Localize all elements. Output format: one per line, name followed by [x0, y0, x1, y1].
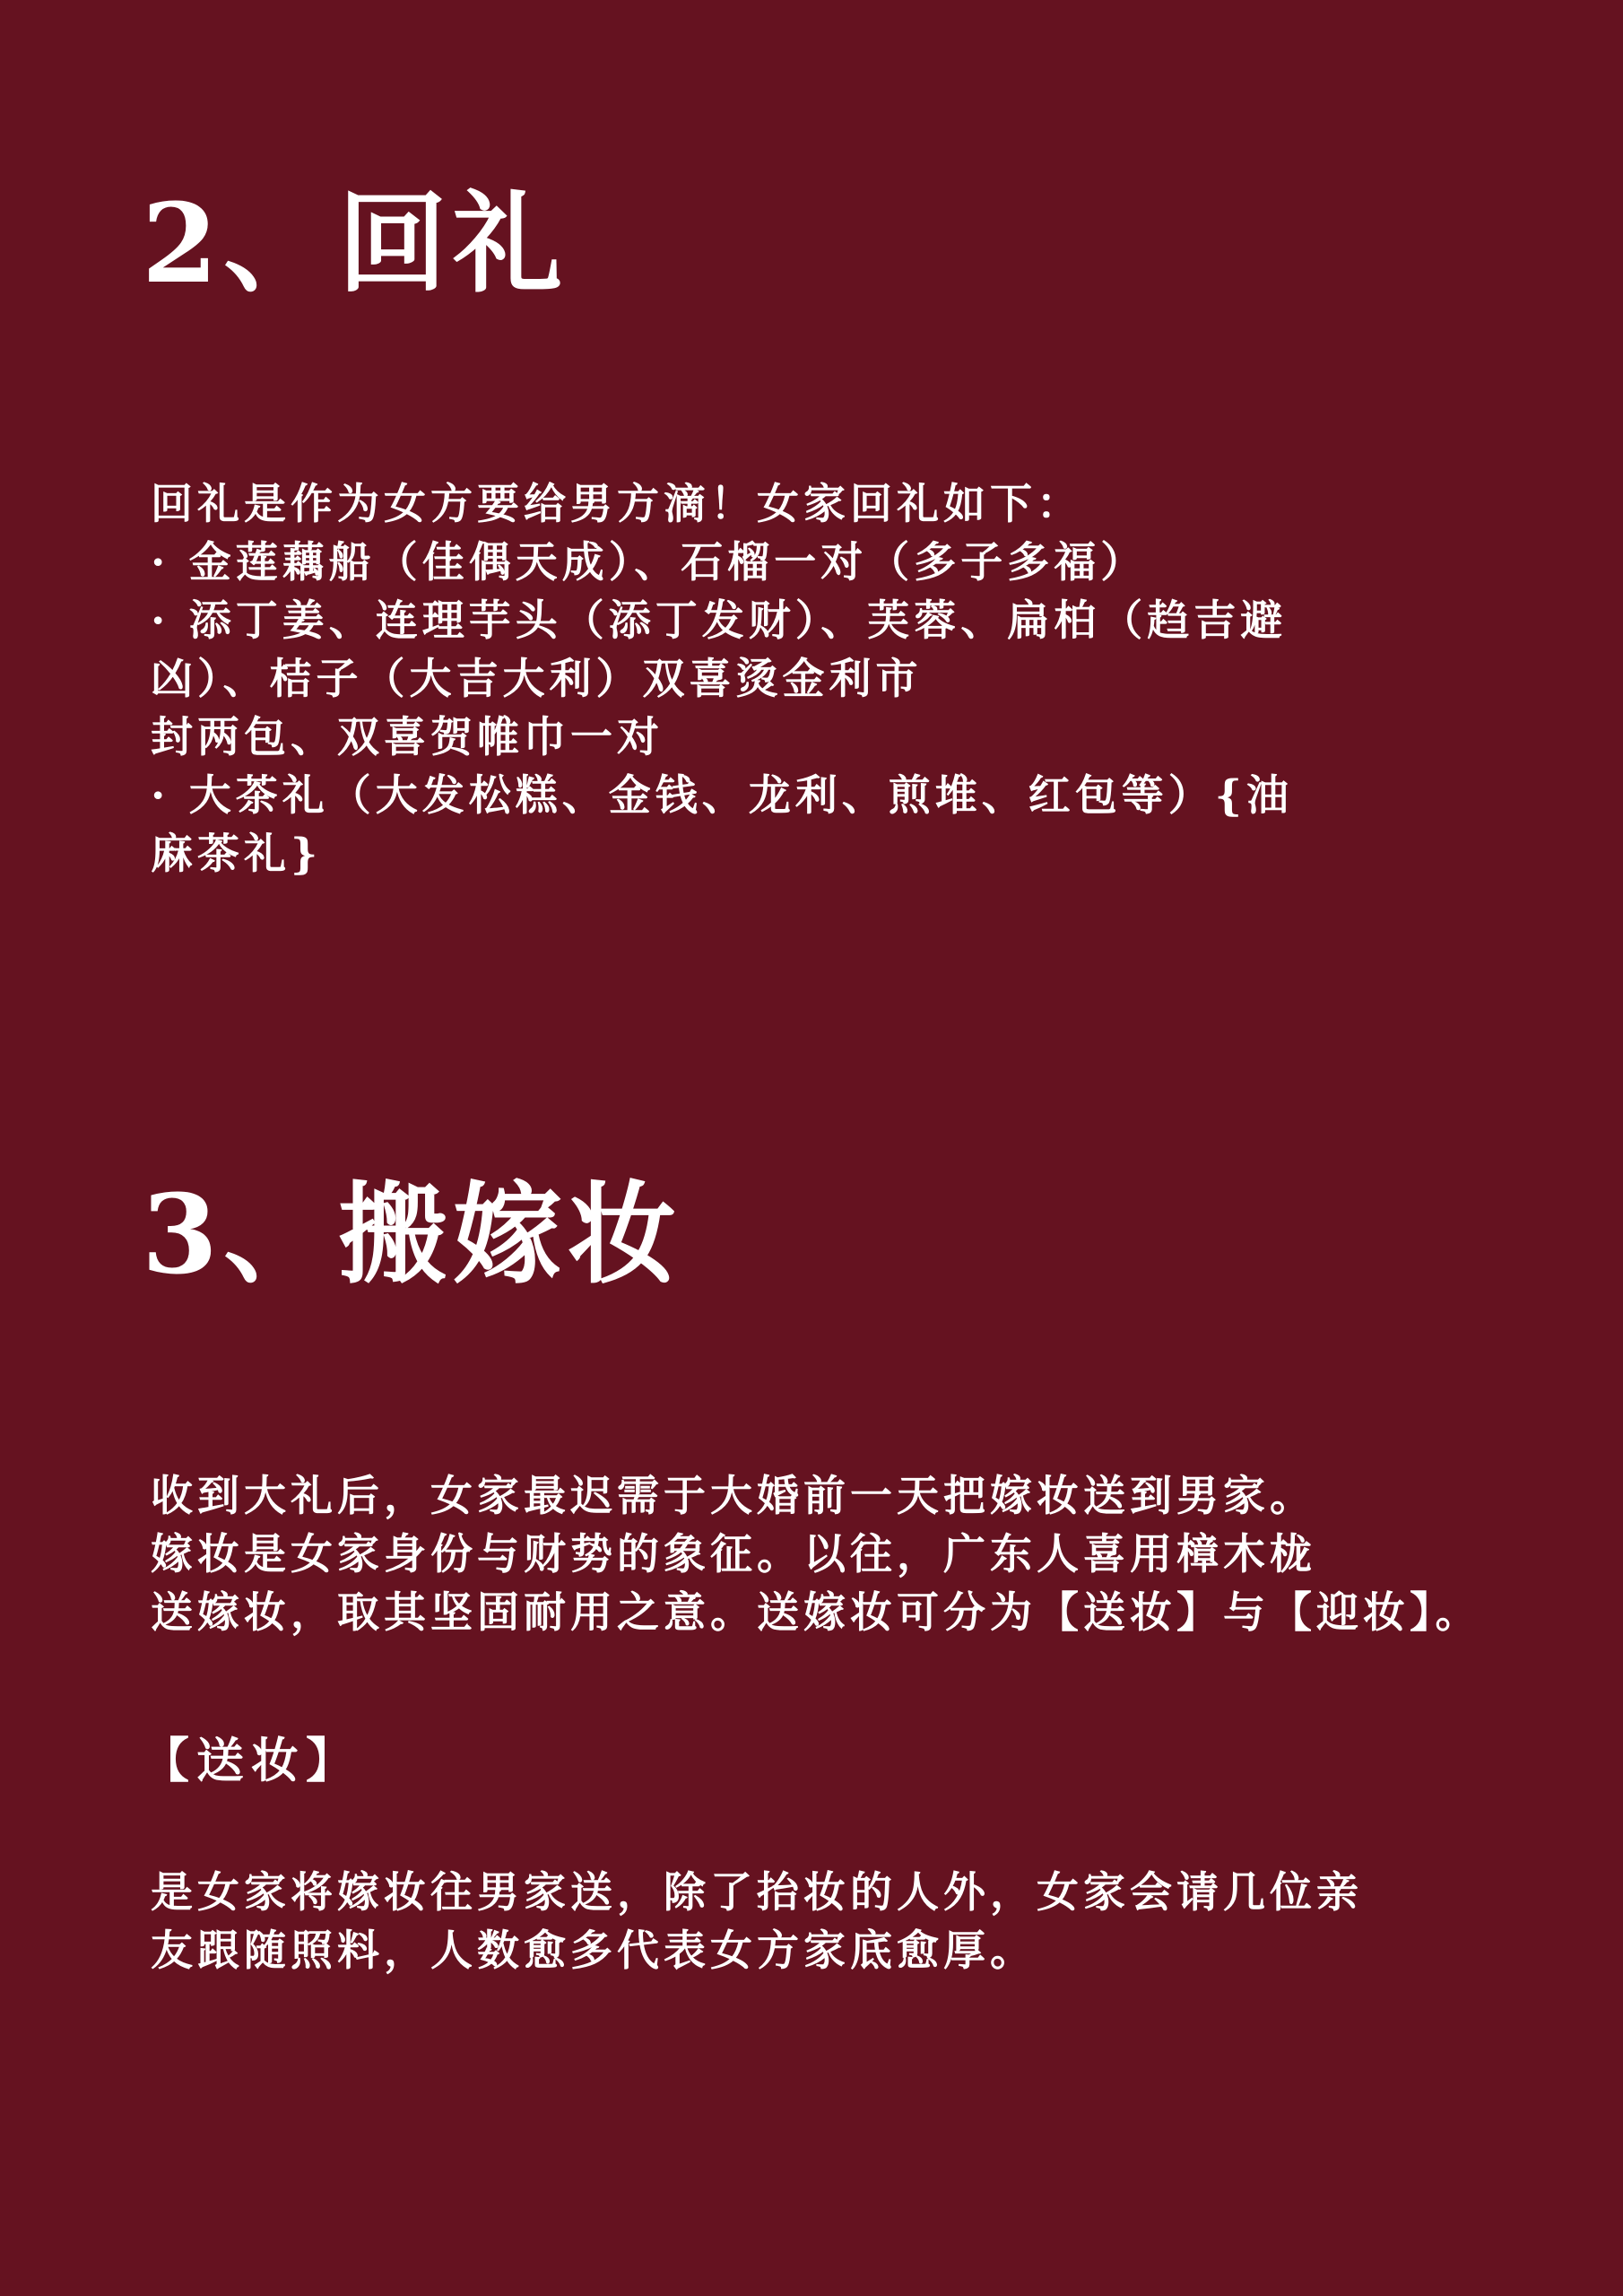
dowry-intro-paragraph	[151, 1467, 1482, 1642]
text-line: 封两包、双喜贺帷巾一对	[151, 713, 664, 762]
text-line: 麻茶礼}	[151, 830, 323, 879]
section-title-return-gift: 2、回礼	[142, 178, 568, 308]
list-item: · 金莲藕船（佳偶天成）、石榴一对（多子多福）	[151, 538, 1148, 587]
send-dowry-subheading: 【送妆】	[142, 1733, 360, 1788]
text-line: 友跟随照料，人数愈多代表女方家底愈厚。	[151, 1926, 1037, 1976]
section-title-dowry: 3、搬嫁妆	[142, 1170, 682, 1299]
text-line: 收到大礼后，女家最迟需于大婚前一天把嫁妆送到男家。	[151, 1472, 1316, 1521]
text-line: 是女家将嫁妆往男家送，除了抬妆的人外，女家会请几位亲	[151, 1868, 1363, 1918]
text-line: 送嫁妆，取其坚固耐用之意。送嫁妆可分为【送妆】与【迎妆】。	[151, 1588, 1482, 1638]
list-item: · 大茶礼（大发松糕、金钱、龙利、煎堆、红包等）{油	[151, 771, 1293, 821]
list-item: · 添丁姜、连理芋头（添丁发财）、芙蓉、扁柏（趋吉避	[151, 596, 1288, 646]
return-gift-paragraph	[151, 475, 1293, 883]
text-line: 嫁妆是女家身份与财势的象征。以往，广东人喜用樟木栊	[151, 1530, 1316, 1579]
send-dowry-paragraph	[151, 1864, 1363, 1980]
text-line: 凶）、桔子（大吉大利）双喜烫金利市	[151, 655, 923, 704]
text-line: 回礼是作为女方要给男方滴！女家回礼如下：	[151, 480, 1083, 529]
